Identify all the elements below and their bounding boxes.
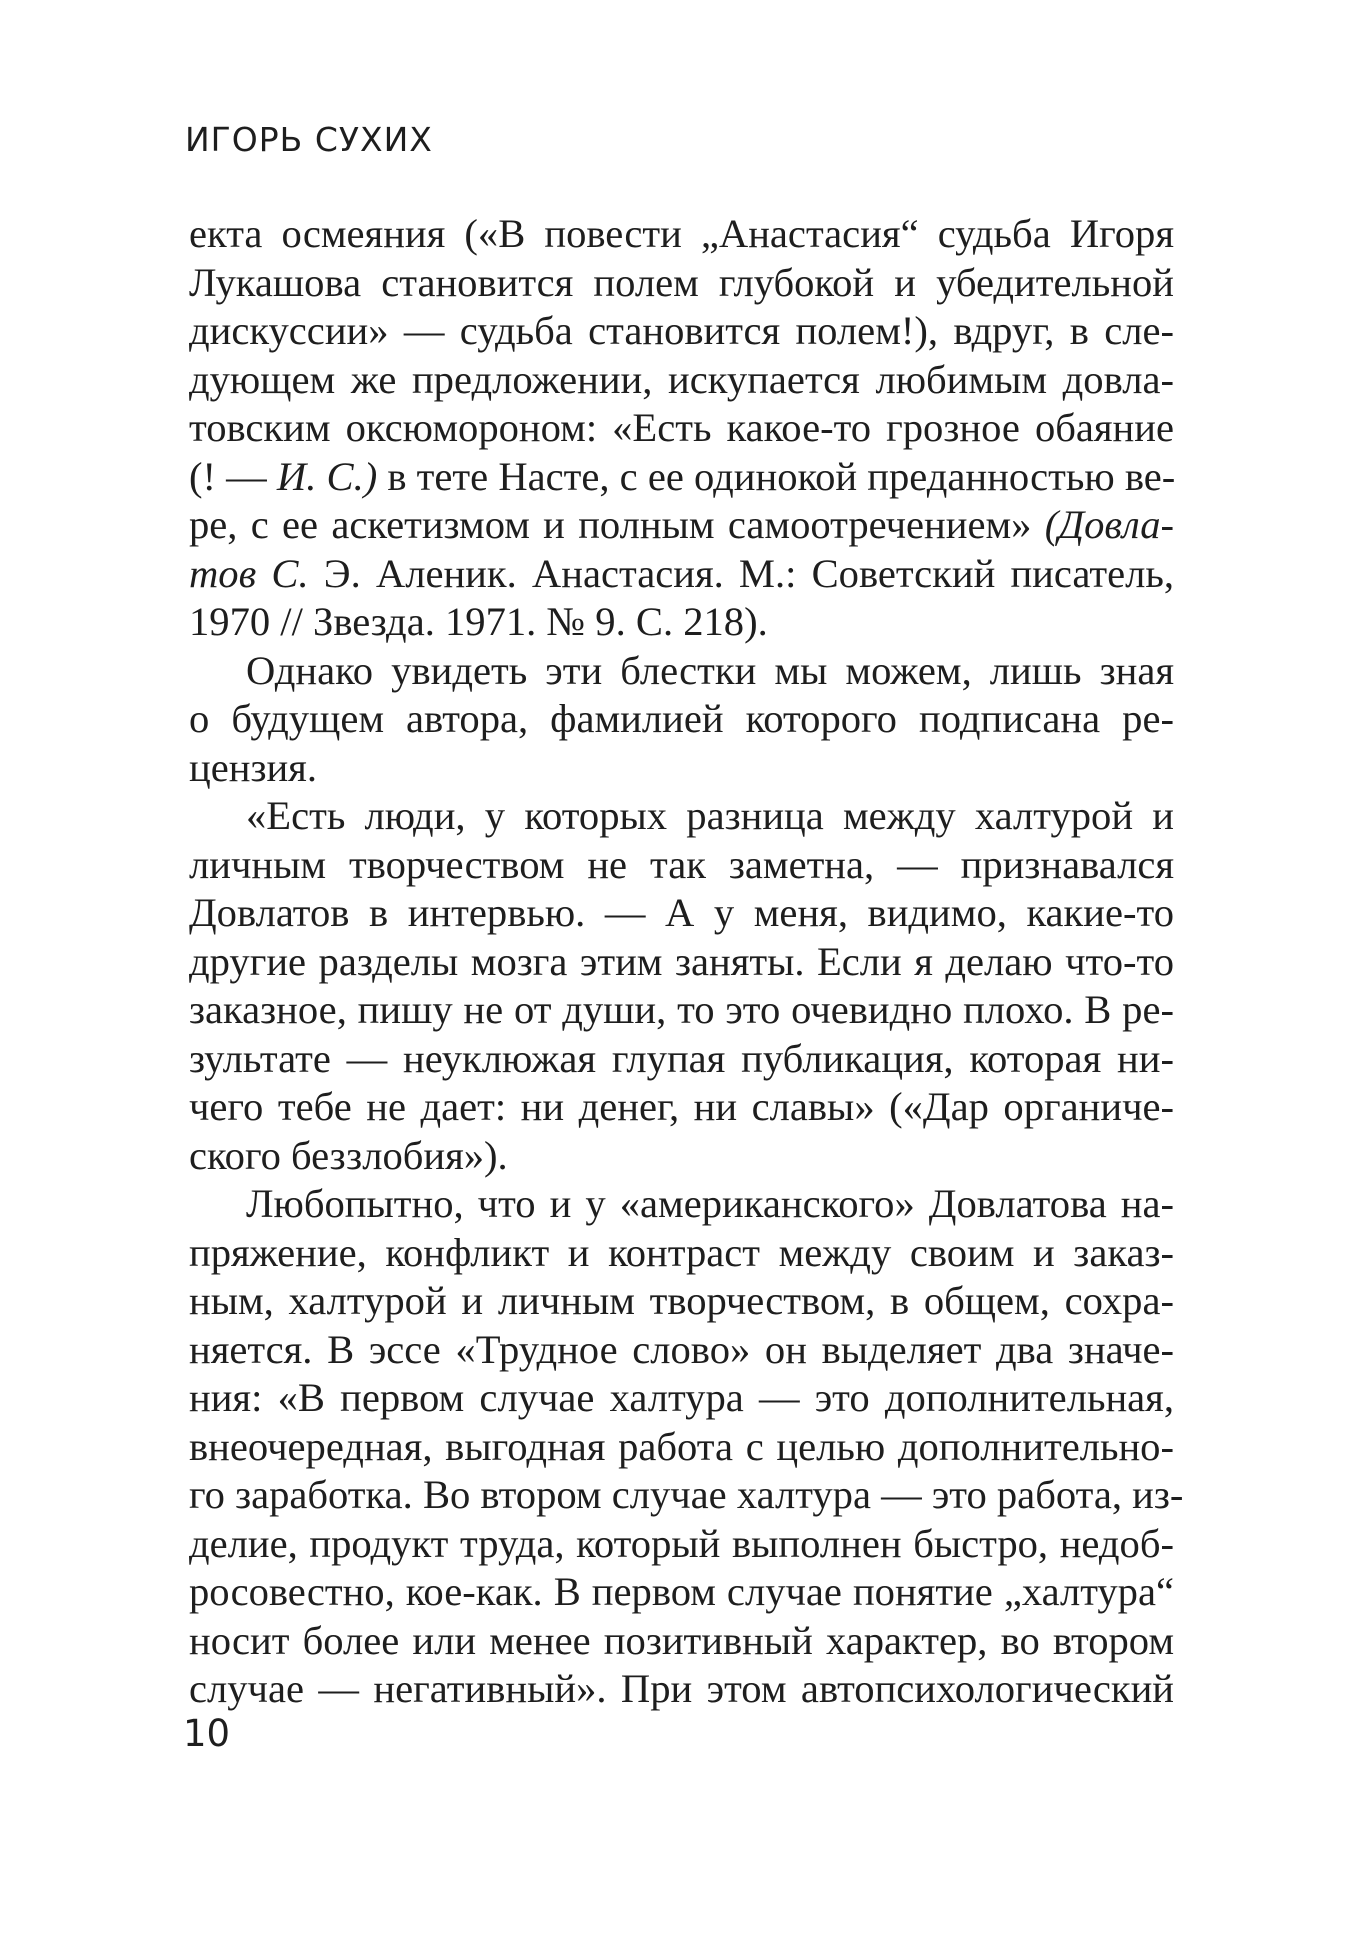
text-line: ным, халтурой и личным творчеством, в общем, сохра- — [189, 1278, 1174, 1323]
italic-segment: (Довла- — [1044, 502, 1174, 547]
text-line: внеочередная, выгодная работа с целью дополнительно- — [189, 1423, 1174, 1469]
text-line: го заработка. Во втором случае халтура — это работа, из- — [189, 1472, 1184, 1517]
text-line: пряжение, конфликт и контраст между своим и заказ- — [189, 1229, 1174, 1275]
text-line: дующем же предложении, искупается любимым довла- — [189, 356, 1174, 402]
text-line — [189, 501, 1174, 550]
text-line: делие, продукт труда, который выполнен быстро, недоб- — [189, 1520, 1174, 1566]
text-line: чего тебе не дает: ни денег, ни славы» («Дар органиче- — [189, 1084, 1174, 1129]
text-line: росовестно, кое-как. В первом случае понятие „халтура“ — [189, 1569, 1174, 1614]
text-line: Лукашова становится полем глубокой и убедительной — [189, 259, 1174, 305]
body-text — [189, 210, 1184, 1714]
text-line: ния: «В первом случае халтура — это дополнительная, — [189, 1375, 1174, 1420]
text-line: товским оксюмороном: «Есть какое-то грозное обаяние — [189, 405, 1174, 450]
text-line: другие разделы мозга этим заняты. Если я делаю что-то — [189, 938, 1174, 984]
text-line — [189, 550, 1174, 599]
text-line: Любопытно, что и у «американского» Довлатова на- — [246, 1181, 1174, 1226]
text-line: 1970 // Звезда. 1971. № 9. С. 218). — [189, 599, 768, 644]
text-line: носит более или менее позитивный характер, во втором — [189, 1617, 1174, 1663]
text-line: екта осмеяния («В повести „Анастасия“ судьба Игоря — [189, 211, 1174, 256]
text-line: зультате — неуклюжая глупая публикация, которая ни- — [189, 1035, 1174, 1081]
page-number: 10 — [183, 1712, 231, 1755]
italic-segment: тов С. — [189, 550, 309, 596]
text-line: няется. В эссе «Трудное слово» он выделяет два значе- — [189, 1326, 1174, 1372]
text-line: случае — негативный». При этом автопсихологический — [189, 1666, 1174, 1711]
text-line: «Есть люди, у которых разница между халтурой и — [246, 793, 1174, 838]
text-line — [189, 453, 1174, 502]
running-head: ИГОРЬ СУХИХ — [185, 120, 433, 159]
text-line: Довлатов в интервью. — А у меня, видимо, какие-то — [189, 890, 1174, 935]
text-line: заказное, пишу не от души, то это очевидно плохо. В ре- — [189, 987, 1174, 1032]
text-segment: ре, с ее аскетизмом и полным самоотречением» — [189, 502, 1045, 547]
text-line: ского беззлобия»). — [189, 1132, 508, 1178]
text-line: цензия. — [189, 744, 317, 790]
text-line: Однако увидеть эти блестки мы можем, лишь зная — [246, 647, 1174, 693]
italic-segment: И. С.) — [276, 453, 378, 499]
text-line: дискуссии» — судьба становится полем!), вдруг, в сле- — [189, 308, 1174, 353]
text-line: личным творчеством не так заметна, — признавался — [189, 841, 1174, 887]
text-segment: (! — — [189, 453, 277, 499]
text-line: о будущем автора, фамилией которого подписана ре- — [189, 696, 1174, 741]
text-segment: Э. Аленик. Анастасия. М.: Советский писатель, — [308, 550, 1175, 596]
text-segment: в тете Насте, с ее одинокой преданностью ве- — [377, 453, 1176, 499]
